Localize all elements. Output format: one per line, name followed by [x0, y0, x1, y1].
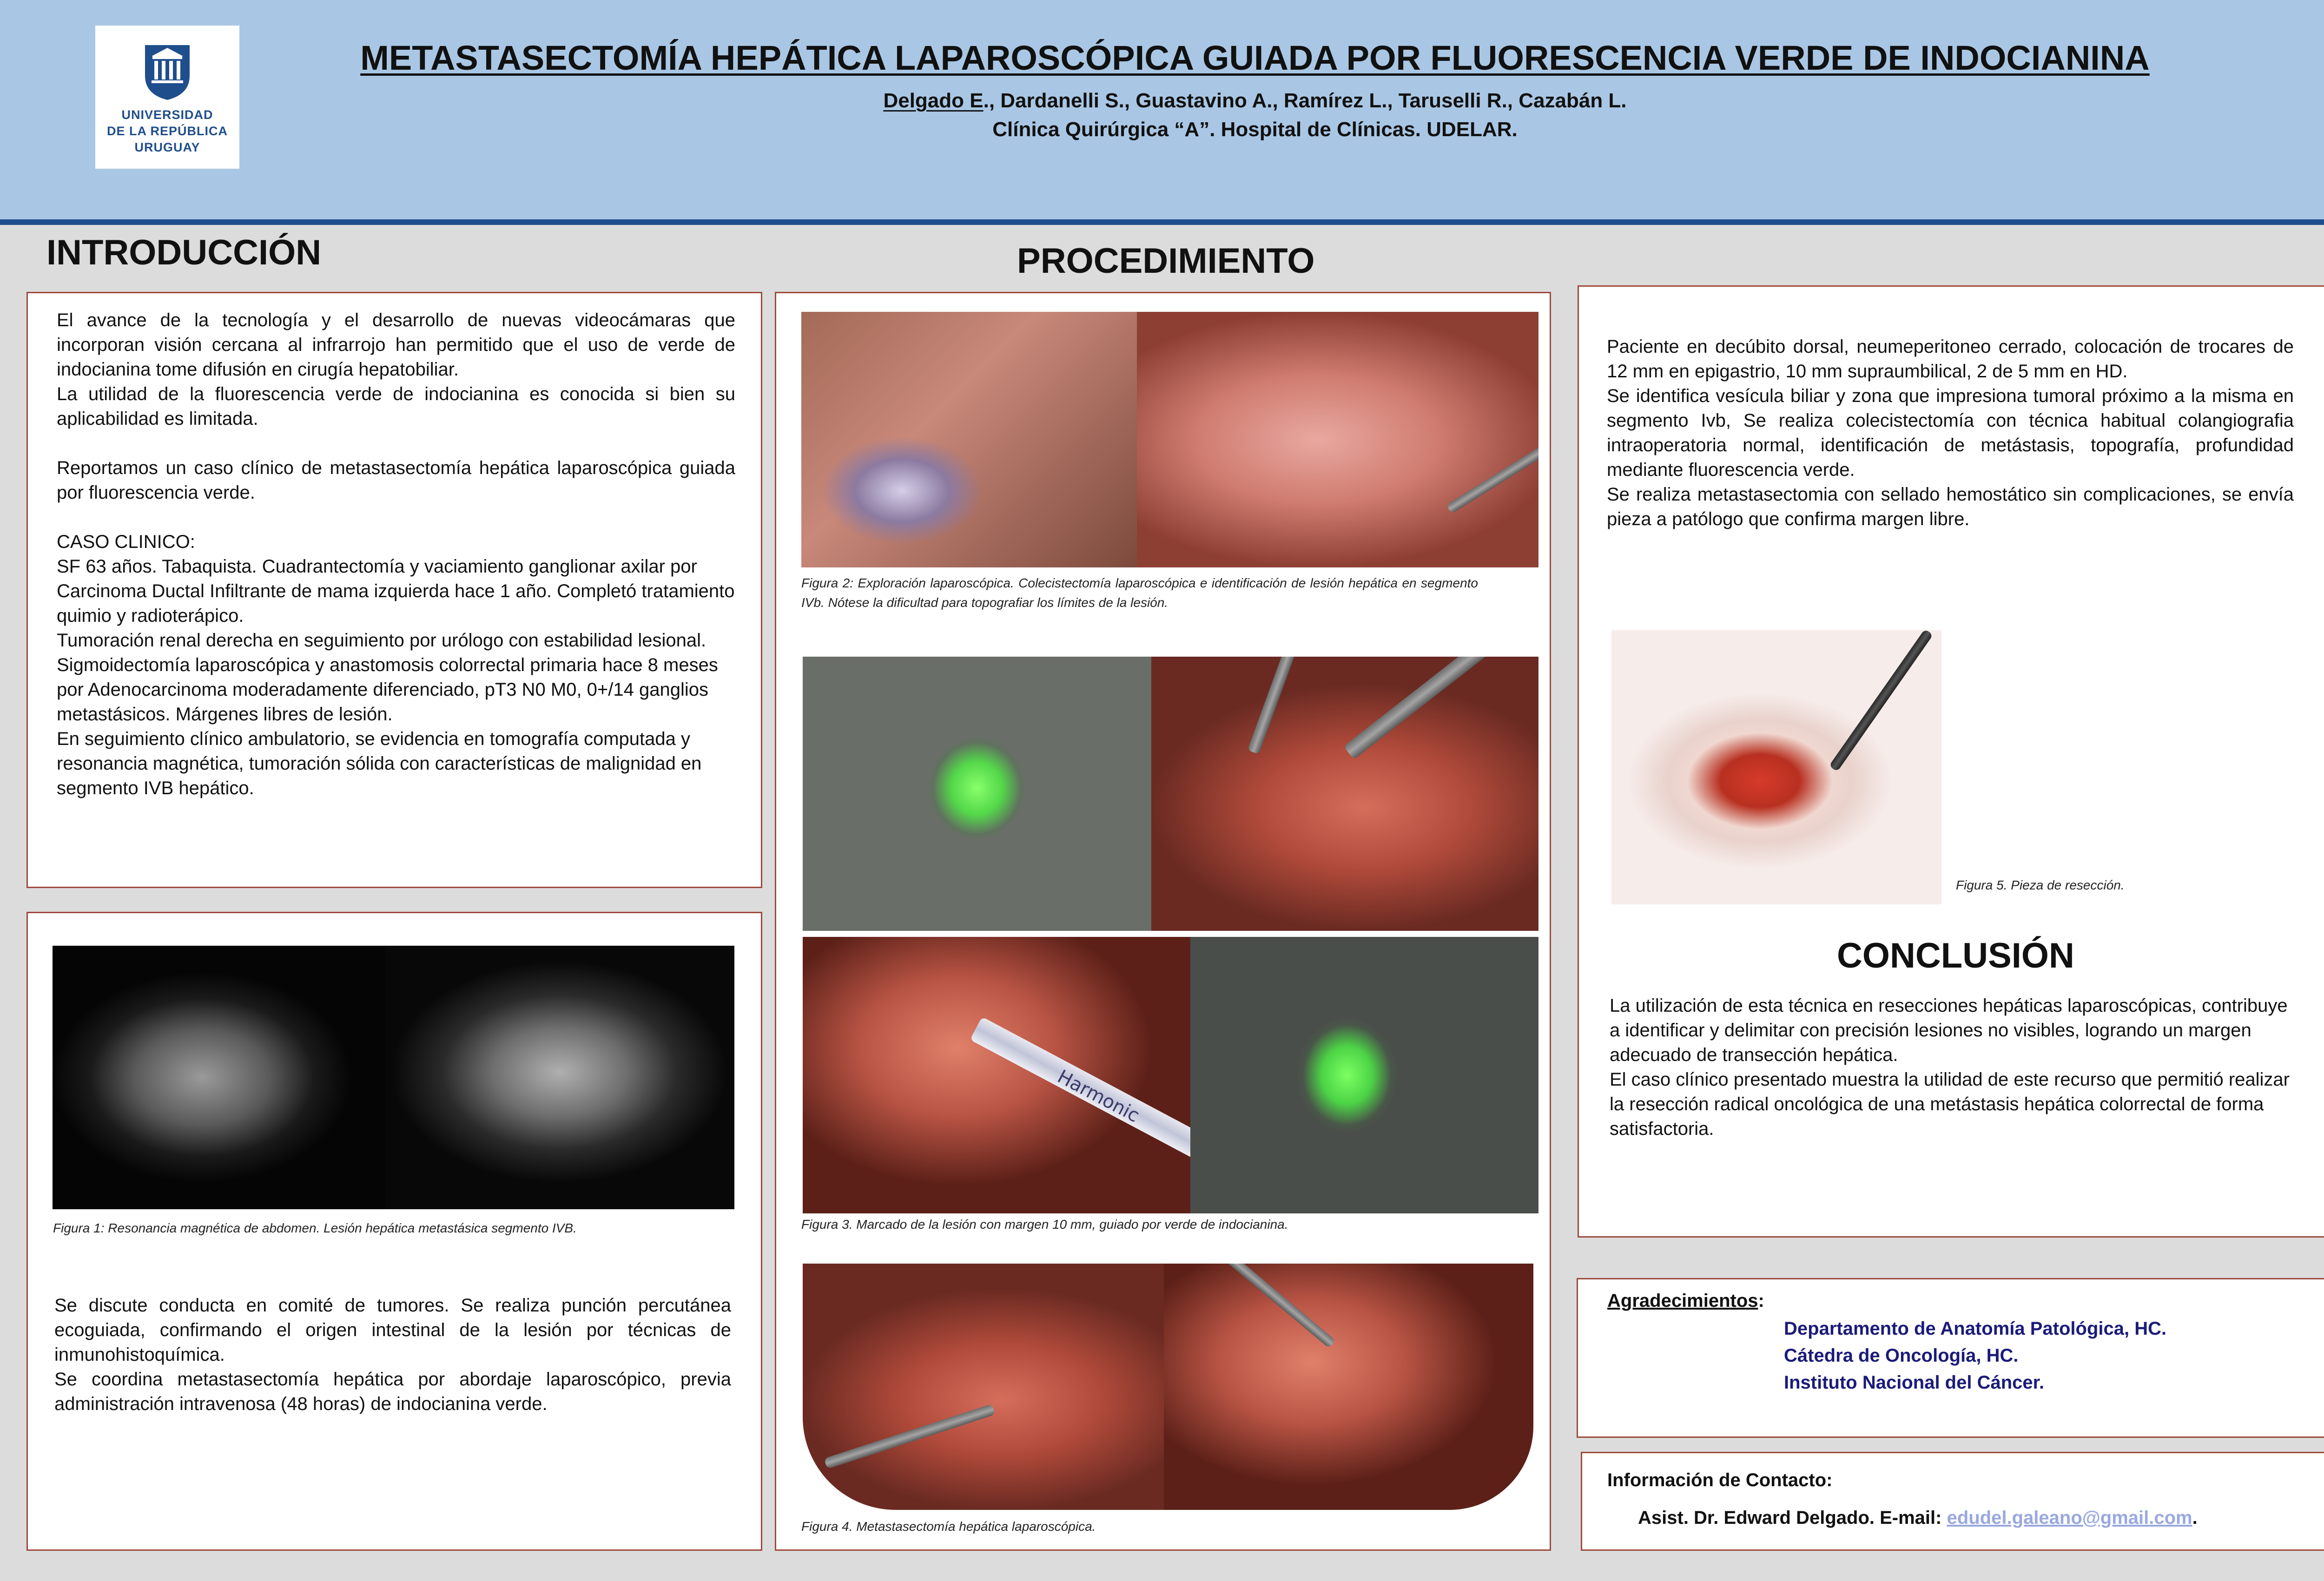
figure5-image-specimen	[1611, 630, 1941, 904]
mri-image-axial	[53, 946, 385, 1209]
imaging-panel	[26, 912, 762, 1551]
discussion-text: Se discute conducta en comité de tumores. Se realiza punción percutánea ecoguiada, confirmando el origen intestinal de la lesión por técnicas de inmunohistoquímica. Se coordina metastasectomía hepática por abordaje laparoscópico, previa administración intravenosa (48 horas) de indocianina verde.	[54, 1295, 731, 1414]
figure3-caption: Figura 3. Marcado de la lesión con margen 10 mm, guiado por verde de indocianina.	[801, 1217, 1288, 1232]
procedure-conclusion-panel	[1578, 285, 2324, 1238]
conclusion-text: La utilización de esta técnica en resecciones hepáticas laparoscópicas, contribuye a identificar y delimitar con precisión lesiones no visibles, logrando un margen adecuado de transección hepática. El caso clínico presentado muestra la utilidad de este recurso que permitió realizar la resección radical oncológica de una metástasis hepática colorrectal de forma satisfactoria.	[1610, 995, 2290, 1139]
figure4-caption: Figura 4. Metastasectomía hepática laparoscópica.	[801, 1519, 1096, 1534]
acknowledgments-panel	[1577, 1278, 2324, 1438]
procedure-figures-panel	[775, 292, 1551, 1551]
figure4-image-resection	[803, 1264, 1164, 1510]
university-shield-icon	[143, 43, 191, 101]
university-logo	[95, 26, 239, 169]
mri-image-axial-2	[385, 946, 734, 1209]
logo-wordmark: UNIVERSIDAD DE LA REPÚBLICA URUGUAY	[106, 108, 228, 154]
acknowledgment-item: Cátedra de Oncología, HC.	[1784, 1345, 2019, 1366]
laparoscopic-instrument	[824, 1404, 996, 1469]
affiliation: Clínica Quirúrgica “A”. Hospital de Clínicas. UDELAR.	[992, 118, 1518, 141]
header-rule	[0, 219, 2324, 225]
poster-title: METASTASECTOMÍA HEPÁTICA LAPAROSCÓPICA GUIADA POR FLUORESCENCIA VERDE DE INDOCIANINA	[360, 39, 2150, 77]
contact-label: Información de Contacto:	[1607, 1470, 1833, 1490]
contact-line: Asist. Dr. Edward Delgado. E-mail: edudel.galeano@gmail.com.	[1638, 1508, 2198, 1528]
first-author: Delgado E	[883, 89, 984, 112]
laparoscopic-instrument	[1343, 657, 1507, 759]
contact-email-link[interactable]: edudel.galeano@gmail.com	[1947, 1508, 2192, 1528]
intro-panel	[26, 292, 762, 888]
heading-procedimiento: PROCEDIMIENTO	[1017, 241, 1315, 281]
intro-text: El avance de la tecnología y el desarrollo de nuevas videocámaras que incorporan visión cercana al infrarrojo han permitido que el uso de verde de indocianina tome difusión en cirugía hepatobiliar. La utilidad de la fluorescencia verde de indocianina es conocida si bien su aplicabilidad es limitada. Reportamos un caso clínico de metastasectomía hepática laparoscópica guiada por fluorescencia verde. CASO CLINICO: SF 63 años. Tabaquista. Cuadrantectomía y vaciamiento ganglionar axilar por Carcinoma Ductal Infiltrante de mama izquierda hace 1 año. Completó tratamiento quimio y radioterápico. Tumoración renal derecha en seguimiento por urólogo con estabilidad lesional. Sigmoidectomía laparoscópica y anastomosis colorrectal primaria hace 8 meses por Adenocarcinoma moderadamente diferenciado, pT3 N0 M0, 0+/14 ganglios metastásicos. Márgenes libres de lesión. En seguimiento clínico ambulatorio, se evidencia en tomografía computada y resonancia magnética, tumoración sólida con características de malignidad en segmento IVB hepático.	[57, 310, 735, 798]
acknowledgment-item: Instituto Nacional del Cáncer.	[1784, 1372, 2045, 1393]
figure2-image-gallbladder	[801, 312, 1137, 567]
contact-panel	[1581, 1452, 2324, 1551]
figure1-caption: Figura 1: Resonancia magnética de abdomen. Lesión hepática metastásica segmento IVB.	[53, 1221, 577, 1235]
figure2-image-liver	[1137, 312, 1538, 567]
figure3-image-fluorescence-2	[1190, 937, 1538, 1213]
acknowledgment-item: Departamento de Anatomía Patológica, HC.	[1784, 1318, 2167, 1339]
figure2-caption: Figura 2: Exploración laparoscópica. Colecistectomía laparoscópica e identificación de lesión hepática en segmento IVb. Nótese la dificultad para topografiar los límites de la lesión.	[801, 576, 1478, 610]
figure4-image-resection-2	[1164, 1264, 1533, 1510]
harmonic-label: Harmonic	[1054, 1066, 1143, 1127]
heading-conclusion: CONCLUSIÓN	[1837, 936, 2074, 975]
procedure-text: Paciente en decúbito dorsal, neumeperitoneo cerrado, colocación de trocares de 12 mm en epigastrio, 10 mm supraumbilical, 2 de 5 mm en HD. Se identifica vesícula biliar y zona que impresiona tumoral próximo a la misma en segmento Ivb, Se realiza colecistectomía con técnica habitual colangiografia intraoperatoria normal, identificación de metástasis, topografía, profundidad mediante fluorescencia verde. Se realiza metastasectomia con sellado hemostático sin complicaciones, se envía pieza a patólogo que confirma margen libre.	[1607, 336, 2294, 529]
figure3-image-harmonic	[803, 937, 1190, 1213]
figure3-image-marking	[1151, 657, 1538, 931]
laparoscopic-instrument	[1248, 657, 1297, 754]
co-authors: ., Dardanelli S., Guastavino A., Ramírez L., Taruselli R., Cazabán L.	[983, 89, 1627, 112]
heading-introduccion: INTRODUCCIÓN	[46, 233, 322, 272]
contact-name: Asist. Dr. Edward Delgado. E-mail:	[1638, 1508, 1942, 1528]
acknowledgments-list	[1784, 1315, 2318, 1396]
authors-line	[279, 89, 2231, 112]
laparoscopic-instrument	[1446, 436, 1538, 514]
case-heading: CASO CLINICO:	[57, 532, 195, 552]
laparoscopic-instrument	[1215, 1264, 1335, 1348]
figure5-caption: Figura 5. Pieza de resección.	[1956, 878, 2125, 892]
forceps	[1829, 630, 1934, 772]
acknowledgments-label: Agradecimientos:	[1607, 1291, 1764, 1311]
figure3-image-fluorescence	[803, 657, 1151, 931]
